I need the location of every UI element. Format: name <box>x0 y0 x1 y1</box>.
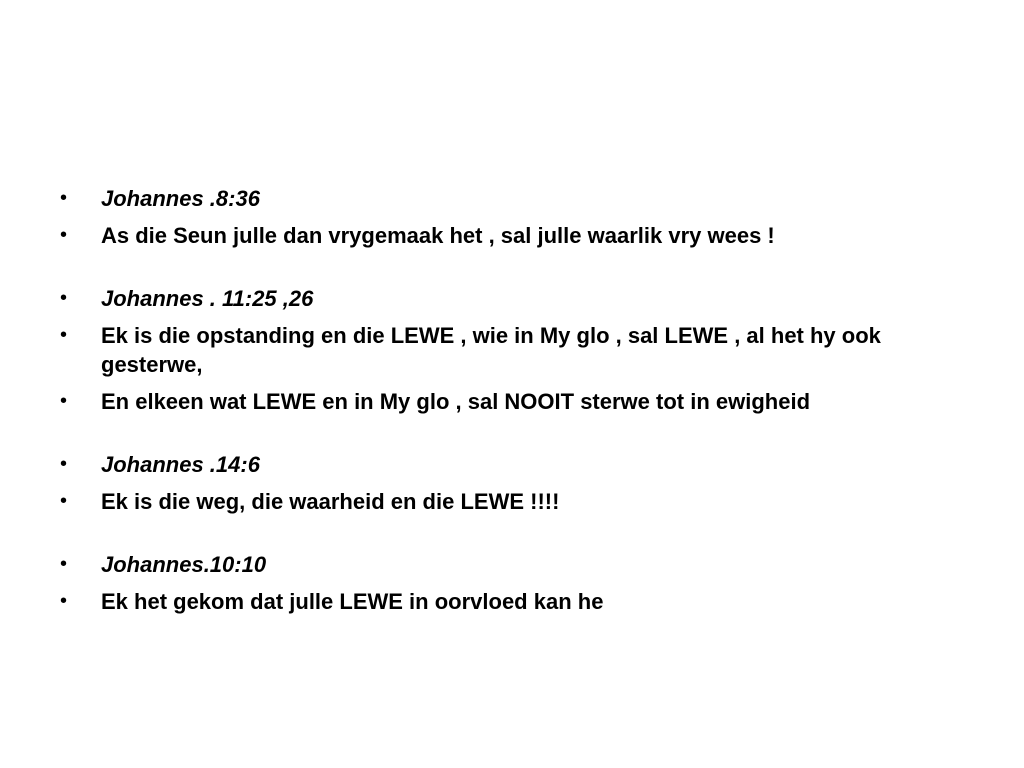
verse-line: Ek is die opstanding en die LEWE , wie in My glo , sal LEWE , al het hy ook gesterwe, <box>101 323 881 377</box>
bullet-icon: • <box>60 287 68 309</box>
bullet-icon: • <box>60 590 68 612</box>
verse-line: Ek is die weg, die waarheid en die LEWE !!!! <box>101 489 560 514</box>
verse-text <box>60 587 980 616</box>
verse-text <box>60 387 980 416</box>
verse-reference-text: Johannes . 11:25 ,26 <box>101 286 314 311</box>
verse-reference <box>60 550 980 579</box>
verse-reference <box>60 284 980 313</box>
verse-reference-text: Johannes .8:36 <box>101 186 260 211</box>
verse-text <box>60 221 980 250</box>
bullet-icon: • <box>60 390 68 412</box>
bullet-list <box>60 184 980 624</box>
bullet-icon: • <box>60 324 68 346</box>
verse-reference <box>60 450 980 479</box>
verse-line: As die Seun julle dan vrygemaak het , sal julle waarlik vry wees ! <box>101 223 775 248</box>
bullet-icon: • <box>60 187 68 209</box>
verse-reference <box>60 184 980 213</box>
bullet-icon: • <box>60 224 68 246</box>
verse-reference-text: Johannes.10:10 <box>101 552 267 577</box>
verse-line: En elkeen wat LEWE en in My glo , sal NOOIT sterwe tot in ewigheid <box>101 389 811 414</box>
verse-reference-text: Johannes .14:6 <box>101 452 260 477</box>
bullet-icon: • <box>60 490 68 512</box>
bullet-icon: • <box>60 453 68 475</box>
verse-line: Ek het gekom dat julle LEWE in oorvloed kan he <box>101 589 604 614</box>
verse-text <box>60 487 980 516</box>
verse-text <box>60 321 980 379</box>
bullet-icon: • <box>60 553 68 575</box>
